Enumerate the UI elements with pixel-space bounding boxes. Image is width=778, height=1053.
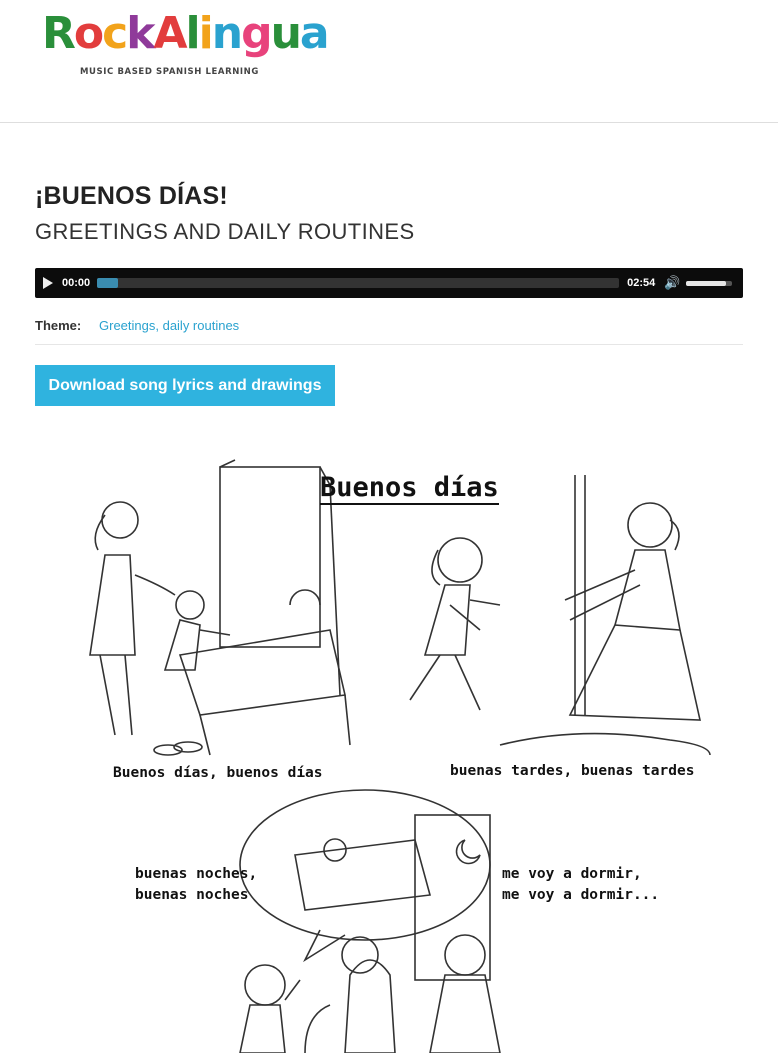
logo-wordmark (42, 8, 328, 59)
logo-letter: u (270, 8, 300, 59)
rockalingua-logo[interactable] (42, 8, 328, 82)
seek-progress (97, 278, 118, 288)
logo-letter: n (211, 8, 242, 59)
bedroom-scene (90, 460, 350, 755)
lyrics-illustration (60, 455, 740, 1053)
logo-tagline: MUSIC BASED SPANISH LEARNING (80, 67, 259, 77)
caption-buenos-dias: Buenos días, buenos días (113, 765, 323, 781)
download-lyrics-button[interactable]: Download song lyrics and drawings (35, 365, 335, 406)
song-subtitle: GREETINGS AND DAILY ROUTINES (35, 219, 415, 244)
logo-letter: l (185, 8, 199, 59)
illustration-drawing (60, 455, 740, 1053)
duration: 02:54 (627, 277, 656, 289)
logo-letter: A (153, 8, 186, 59)
seek-bar[interactable] (97, 278, 619, 288)
logo-letter: a (299, 8, 328, 59)
logo-letter: i (198, 8, 212, 59)
caption-buenas-tardes: buenas tardes, buenas tardes (450, 763, 695, 779)
logo-letter: c (102, 8, 127, 59)
song-title: ¡BUENOS DÍAS! (35, 182, 228, 210)
night-scene (240, 790, 500, 1053)
caption-buenas-noches-2: buenas noches (135, 887, 249, 903)
caption-buenas-noches-1: buenas noches, (135, 866, 258, 882)
site-header (0, 0, 778, 123)
logo-letter: g (241, 8, 271, 59)
logo-letter: o (73, 8, 103, 59)
caption-me-voy-2: me voy a dormir... (502, 887, 660, 903)
volume-level (686, 281, 725, 286)
afternoon-scene (410, 475, 710, 755)
logo-letter: R (42, 8, 74, 59)
logo-letter: k (126, 8, 154, 59)
song-meta (35, 318, 743, 345)
current-time: 00:00 (62, 277, 91, 289)
play-icon[interactable] (43, 277, 53, 289)
audio-player (35, 268, 743, 298)
theme-label: Theme: (35, 318, 82, 333)
volume-icon[interactable]: 🔊 (664, 275, 681, 290)
theme-link[interactable]: Greetings, daily routines (99, 318, 240, 333)
caption-me-voy-1: me voy a dormir, (502, 866, 642, 882)
illustration-title: Buenos días (320, 472, 499, 503)
volume-slider[interactable] (686, 281, 732, 286)
